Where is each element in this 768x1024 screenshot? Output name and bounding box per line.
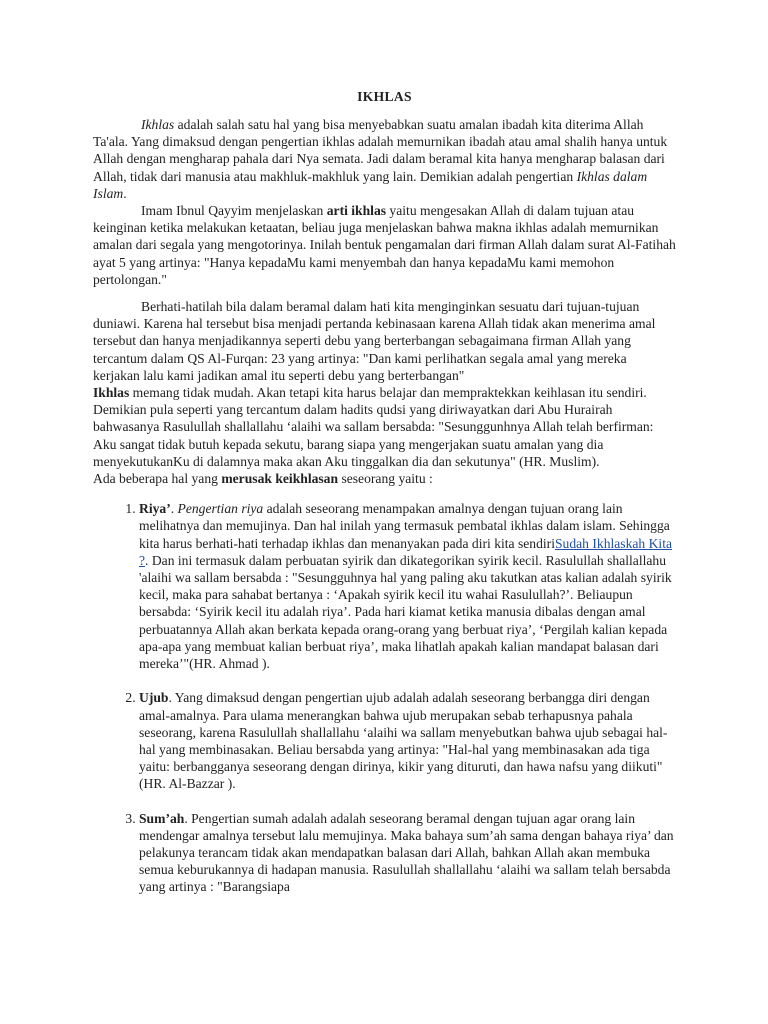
bold-term: arti ikhlas bbox=[326, 203, 387, 219]
paragraph-intro-list bbox=[93, 470, 676, 487]
text-run: memang tidak mudah. Akan tetapi kita harus belajar dan mempraktekkan keihlasan itu sendiri. Demikian pula seperti yang tercantum dalam hadits qudsi yang diriwayatkan dari Abu Hurairah bahwasanya Rasulullah shallallahu ‘alaihi wa sallam bersabda: "Sesunggunhnya Allah telah berfirman: Aku sangat tidak butuh kepada sekutu, barang siapa yang mengerjakan suatu amalan yang dia menyekutukanKu di dalamnya maka akan Aku tinggalkan dia dan sekutunya" (HR. Muslim). bbox=[93, 385, 654, 469]
paragraph-hadith-qudsi bbox=[93, 384, 676, 470]
bold-term: Ikhlas bbox=[93, 385, 130, 401]
italic-term: Ikhlas bbox=[141, 117, 175, 132]
destroyers-list bbox=[93, 500, 676, 895]
bold-term: merusak keikhlasan bbox=[221, 471, 339, 487]
document-title: IKHLAS bbox=[357, 89, 412, 104]
text-run: Imam Ibnul Qayyim menjelaskan bbox=[141, 203, 327, 219]
text-run: adalah seseorang menampakan amalnya dengan tujuan orang lain melihatnya dan memujinya. Dan hal inilah yang termasuk pembatal ikhlas dalam islam. Sehingga kita harus berhati-hati terhadap ikhlas dan menanyakan pada diri kita sendiri bbox=[139, 501, 670, 551]
list-item-ujub bbox=[139, 689, 676, 792]
text-run: . bbox=[170, 501, 178, 517]
text-run: . Dan ini termasuk dalam perbuatan syirik dan dikategorikan syirik kecil. Rasulullah shallallahu 'alaihi wa sallam bersabda : "Sesungguhnya hal yang paling aku takutkan atas kalian adalah syirik kecil, maka para sahabat bertanya : ‘Apakah syirik kecil itu wahai Rasulullah?’. Beliaupun bersabda: ‘Syirik kecil itu adalah riya’. Pada hari kiamat ketika manusia dibalas dengan amal perbuatannya Allah akan berkata kepada orang-orang yang berbuat riya’, ‘Pergilah kalian kepada apa-apa yang membuat kalian berbuat riya’, maka lihatlah apakah kalian mandapat balasan dari mereka’"(HR. Ahmad ). bbox=[139, 552, 672, 672]
italic-term: Pengertian riya bbox=[177, 501, 264, 517]
text-run: . bbox=[123, 185, 127, 201]
text-run: adalah salah satu hal yang bisa menyebabkan suatu amalan ibadah kita diterima Allah Ta'ala. Yang dimaksud dengan pengertian ikhlas adalah memurnikan ibadah atau amal shalih hanya untuk Allah dengan mengharap pahala dari Nya semata. Jadi dalam beramal kita hanya mengharap balasan dari Allah, tidak dari manusia atau makhluk-makhluk yang lain. Demikian adalah pengertian bbox=[93, 117, 668, 184]
text-run: yaitu mengesakan Allah di dalam tujuan atau keinginan ketika melakukan ketaatan, beliau juga menjelaskan bahwa makna ikhlas adalah memurnikan amalan dari segala yang mengotorinya. Inilah bentuk pengamalan dari firman Allah dalam surat Al-Fatihah ayat 5 yang artinya: "Hanya kepadaMu kami menyembah dan hanya kepadaMu kami memohon pertolongan." bbox=[93, 203, 676, 287]
paragraph-warning: Berhati-hatilah bila dalam beramal dalam hati kita menginginkan sesuatu dari tujuan-tujuan duniawi. Karena hal tersebut bisa menjadi pertanda kebinasaan karena Allah tidak akan menerima amal tersebut dan hanya menjadikannya seperti debu yang berterbangan sebagaimana firman Allah yang tercantum dalam QS Al-Furqan: 23 yang artinya: "Dan kami perlihatkan segala amal yang mereka kerjakan lalu kami jadikan amal itu seperti debu yang berterbangan" bbox=[93, 299, 656, 383]
list-item-sumah bbox=[139, 810, 676, 896]
italic-term: Ikhlas dalam Islam bbox=[93, 168, 648, 201]
text-run: Ada beberapa hal yang bbox=[93, 471, 222, 487]
list-item-riya bbox=[139, 500, 676, 672]
text-run: seseorang yaitu : bbox=[338, 471, 433, 487]
list-item-heading: Riya’ bbox=[139, 501, 171, 517]
sudah-ikhlaskah-link[interactable]: Sudah Ikhlaskah Kita ? bbox=[139, 535, 673, 568]
list-item-heading: Ujub bbox=[139, 690, 169, 706]
list-item-heading: Sum’ah bbox=[139, 810, 185, 826]
paragraph-ibnul-qayyim bbox=[93, 202, 676, 288]
text-run: . Yang dimaksud dengan pengertian ujub adalah adalah seseorang berbangga diri dengan amal-amalnya. Para ulama menerangkan bahwa ujub merupakan sebab terhapusnya pahala seseorang, karena Rasulullah shallallahu ‘alaihi wa sallam menyebutkan bahwa ujub sebagai hal-hal yang membinasakan. Beliau bersabda yang artinya: "Hal-hal yang membinasakan ada tiga yaitu: berbangganya seseorang dengan dirinya, kikir yang dituruti, dan hawa nafsu yang diikuti"(HR. Al-Bazzar ). bbox=[139, 690, 668, 792]
text-run: . Pengertian sumah adalah adalah seseorang beramal dengan tujuan agar orang lain mendengar amalnya tersebut lalu memujinya. Maka bahaya sum’ah sama dengan bahaya riya’ dan pelakunya terancam tidak akan mendapatkan balasan dari Allah, bahkan Allah akan membuka semua keburukannya di hadapan manusia. Rasulullah shallallahu ‘alaihi wa sallam telah bersabda yang artinya : "Barangsiapa bbox=[139, 810, 674, 895]
paragraph-definition bbox=[93, 116, 676, 202]
